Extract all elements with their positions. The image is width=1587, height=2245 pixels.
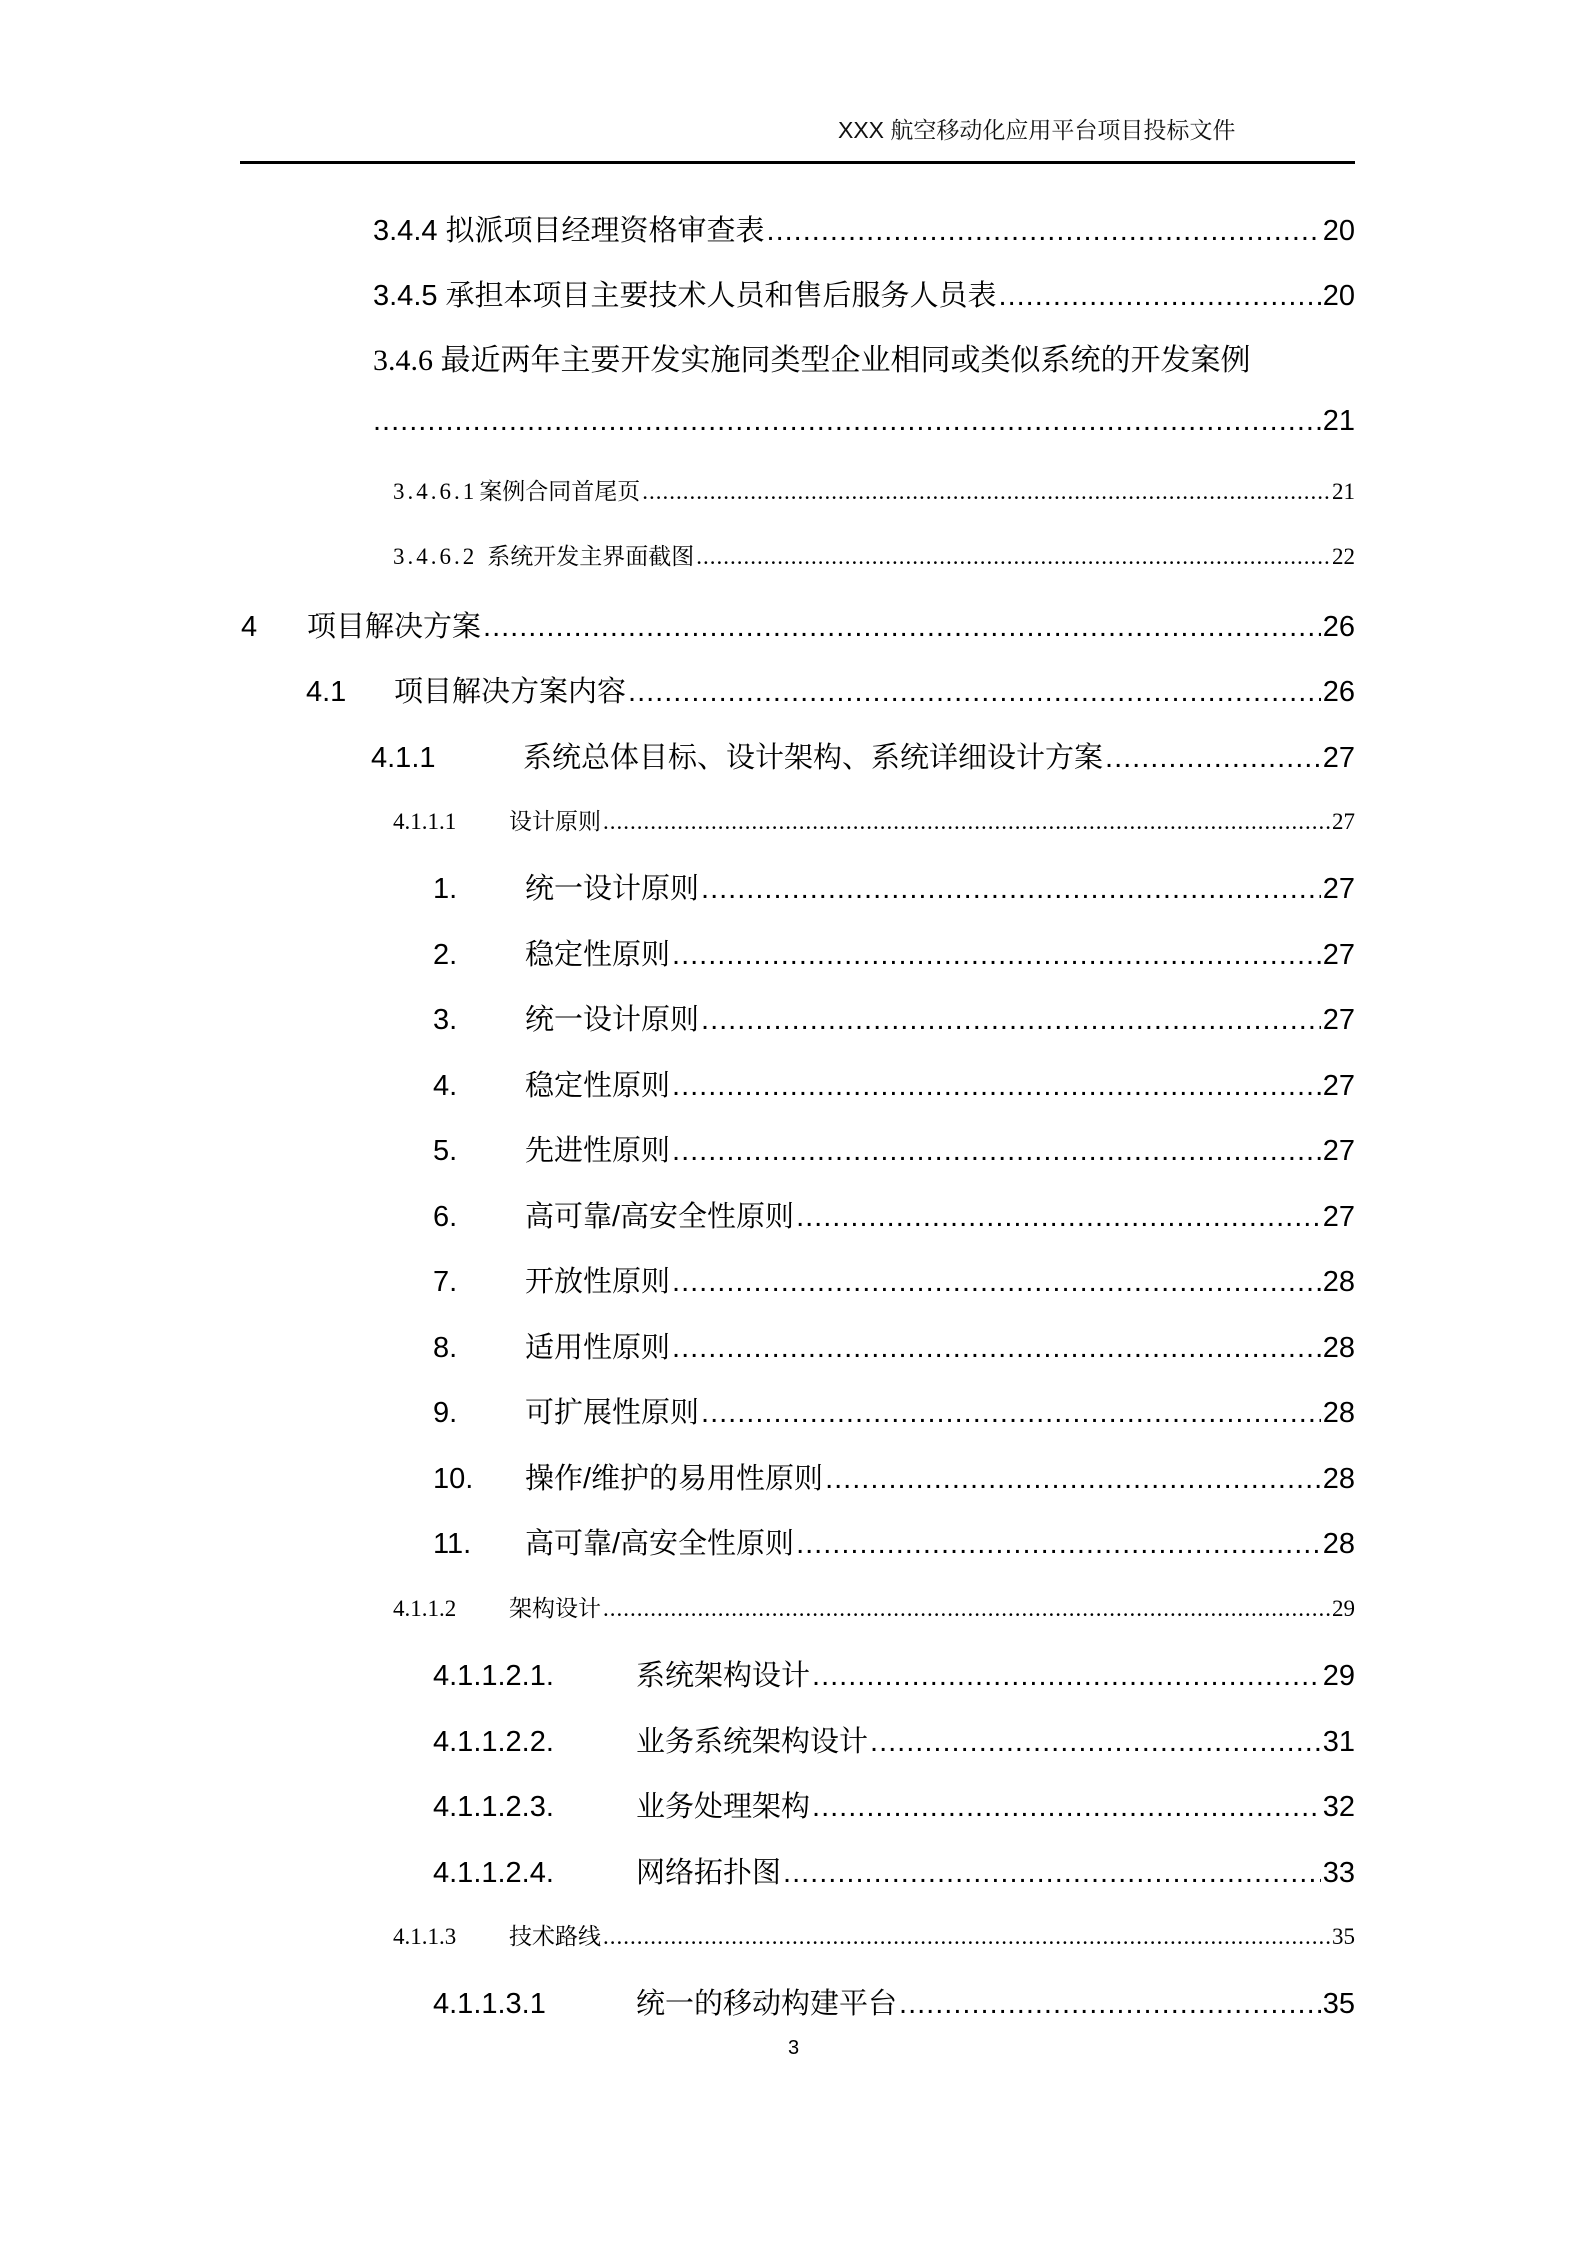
toc-entry-title: 稳定性原则 — [525, 1070, 671, 1102]
toc-entry-number: 4.1.1.2.1. — [433, 1660, 554, 1692]
toc-entry-page: 28 — [1322, 1528, 1355, 1560]
toc-entry[interactable] — [433, 1521, 1355, 1562]
toc-entry-page: 27 — [1322, 939, 1355, 971]
toc-entry[interactable] — [373, 273, 1355, 314]
toc-entry-number: 4.1.1.2.4. — [433, 1857, 554, 1889]
toc-entry-page: 27 — [1322, 873, 1355, 905]
toc-entry-title: 承担本项目主要技术人员和售后服务人员表 — [445, 280, 997, 312]
toc-entry-page: 28 — [1322, 1332, 1355, 1364]
toc-entry[interactable] — [433, 1128, 1355, 1169]
toc-entry-page: 27 — [1322, 1201, 1355, 1233]
toc-entry[interactable] — [433, 1390, 1355, 1431]
toc-entry-number: 4. — [433, 1070, 458, 1102]
toc-entry-page: 33 — [1322, 1857, 1355, 1889]
toc-entry-page: 21 — [1322, 405, 1355, 437]
toc-entry[interactable] — [433, 1063, 1355, 1104]
toc-entry-number: 3. — [433, 1004, 458, 1036]
toc-entry-title: 系统开发主界面截图 — [487, 544, 695, 569]
toc-entry-title: 高可靠/高安全性原则 — [525, 1528, 795, 1560]
toc-leader-dots — [672, 1070, 1321, 1103]
toc-entry-title: 可扩展性原则 — [525, 1397, 700, 1429]
toc-entry-title: 系统总体目标、设计架构、系统详细设计方案 — [523, 742, 1104, 774]
toc-entry[interactable] — [433, 866, 1355, 907]
toc-entry-title: 技术路线 — [509, 1924, 601, 1949]
toc-entry-page: 35 — [1322, 1988, 1355, 2020]
toc-leader-dots — [628, 676, 1321, 709]
toc-entry-number: 4.1.1.2 — [393, 1596, 457, 1621]
toc-entry[interactable] — [306, 669, 1355, 710]
toc-entry-page: 27 — [1322, 1004, 1355, 1036]
toc-entry[interactable] — [393, 1918, 1355, 1951]
page-number: 3 — [788, 2037, 800, 2059]
toc-entry-page: 27 — [1322, 742, 1355, 774]
toc-entry[interactable] — [433, 1259, 1355, 1300]
toc-entry-number: 9. — [433, 1397, 458, 1429]
toc-leader-dots — [672, 1266, 1321, 1299]
toc-entry-number: 4.1.1.2.2. — [433, 1726, 554, 1758]
toc-entry[interactable] — [393, 803, 1355, 836]
toc-leader-dots — [701, 873, 1321, 906]
toc-leader-dots — [796, 1528, 1321, 1561]
toc-leader-dots — [796, 1201, 1321, 1234]
toc-entry[interactable] — [393, 538, 1355, 571]
toc-leader-dots — [783, 1857, 1321, 1890]
toc-leader-dots — [999, 280, 1321, 313]
toc-leader-dots — [899, 1988, 1321, 2021]
toc-entry-number: 1. — [433, 873, 458, 905]
toc-entry-number: 3.4.6.2 — [393, 544, 478, 569]
toc-entry-number: 10. — [433, 1463, 474, 1495]
toc-entry-number: 4 — [241, 611, 258, 643]
toc-entry[interactable] — [433, 1456, 1355, 1497]
toc-entry-title: 稳定性原则 — [525, 939, 671, 971]
toc-leader-dots — [812, 1660, 1321, 1693]
toc-entry-title: 高可靠/高安全性原则 — [525, 1201, 795, 1233]
toc-leader-dots — [672, 1135, 1321, 1168]
toc-entry-page: 20 — [1322, 280, 1355, 312]
toc-entry-number: 3.4.6.1 — [393, 479, 478, 504]
toc-entry-continuation[interactable] — [373, 405, 1355, 438]
toc-entry-title: 最近两年主要开发实施同类型企业相同或类似系统的开发案例 — [440, 344, 1251, 377]
toc-entry[interactable] — [433, 1981, 1355, 2022]
toc-entry-title: 项目解决方案内容 — [394, 676, 627, 708]
toc-entry-number: 11. — [433, 1528, 472, 1560]
toc-entry-number: 8. — [433, 1332, 458, 1364]
toc-entry-title: 统一设计原则 — [525, 873, 700, 905]
toc-leader-dots — [603, 1924, 1330, 1950]
toc-entry-number: 2. — [433, 939, 458, 971]
toc-entry-title: 系统架构设计 — [636, 1660, 811, 1692]
toc-leader-dots — [373, 405, 1321, 438]
toc-entry[interactable] — [393, 1590, 1355, 1623]
toc-entry[interactable] — [371, 735, 1355, 776]
toc-entry[interactable] — [433, 1784, 1355, 1825]
toc-leader-dots — [701, 1004, 1321, 1037]
toc-leader-dots — [1105, 742, 1321, 775]
toc-entry[interactable] — [433, 1194, 1355, 1235]
toc-leader-dots — [672, 1332, 1321, 1365]
toc-entry[interactable] — [393, 473, 1355, 506]
toc-leader-dots — [825, 1463, 1321, 1496]
toc-entry-title: 适用性原则 — [525, 1332, 671, 1364]
toc-entry-page: 29 — [1322, 1660, 1355, 1692]
toc-entry-page: 28 — [1322, 1397, 1355, 1429]
toc-entry-number: 4.1 — [306, 676, 347, 708]
toc-entry-title: 操作/维护的易用性原则 — [525, 1463, 824, 1495]
toc-entry-page: 28 — [1322, 1463, 1355, 1495]
toc-leader-dots — [483, 611, 1321, 644]
toc-entry-wrapped[interactable] — [373, 335, 1355, 379]
toc-entry[interactable] — [433, 932, 1355, 973]
toc-entry-page: 21 — [1332, 479, 1355, 504]
toc-leader-dots — [672, 939, 1321, 972]
toc-entry[interactable] — [433, 1719, 1355, 1760]
toc-entry-title: 开放性原则 — [525, 1266, 671, 1298]
toc-entry-number: 7. — [433, 1266, 458, 1298]
document-header-title: XXX 航空移动化应用平台项目投标文件 — [838, 117, 1236, 143]
toc-leader-dots — [701, 1397, 1321, 1430]
toc-leader-dots — [642, 479, 1330, 505]
toc-entry-title: 先进性原则 — [525, 1135, 671, 1167]
toc-entry-number: 4.1.1.3.1 — [433, 1988, 546, 2020]
toc-entry-page: 20 — [1322, 215, 1355, 247]
toc-entry-number: 4.1.1.1 — [393, 809, 457, 834]
toc-entry[interactable] — [433, 1653, 1355, 1694]
toc-entry-page: 27 — [1332, 809, 1355, 834]
toc-entry-title: 业务系统架构设计 — [636, 1726, 869, 1758]
toc-entry-page: 26 — [1322, 611, 1355, 643]
toc-entry-number: 4.1.1 — [371, 742, 436, 774]
toc-entry-page: 35 — [1332, 1924, 1355, 1949]
toc-entry-page: 22 — [1332, 544, 1355, 569]
toc-entry-title: 统一设计原则 — [525, 1004, 700, 1036]
toc-entry[interactable] — [241, 604, 1355, 645]
toc-entry-title: 统一的移动构建平台 — [636, 1988, 898, 2020]
toc-leader-dots — [696, 544, 1330, 570]
toc-leader-dots — [603, 1596, 1330, 1622]
toc-entry-page: 29 — [1332, 1596, 1355, 1621]
toc-entry-number: 5. — [433, 1135, 458, 1167]
toc-entry-title: 拟派项目经理资格审查表 — [445, 215, 765, 247]
toc-entry-number: 3.4.6 — [373, 344, 433, 377]
header-divider — [240, 161, 1355, 164]
toc-entry[interactable] — [433, 997, 1355, 1038]
toc-entry-page: 27 — [1322, 1070, 1355, 1102]
toc-entry-title: 业务处理架构 — [636, 1791, 811, 1823]
toc-entry-number: 6. — [433, 1201, 458, 1233]
toc-entry-page: 32 — [1322, 1791, 1355, 1823]
toc-entry-title: 设计原则 — [509, 809, 601, 834]
toc-entry-number: 3.4.5 — [373, 280, 438, 312]
toc-entry-page: 26 — [1322, 676, 1355, 708]
toc-leader-dots — [603, 809, 1330, 835]
toc-entry-number: 4.1.1.3 — [393, 1924, 457, 1949]
toc-leader-dots — [812, 1791, 1321, 1824]
toc-entry-number: 3.4.4 — [373, 215, 438, 247]
toc-entry-title: 案例合同首尾页 — [479, 479, 641, 504]
toc-entry-number: 4.1.1.2.3. — [433, 1791, 554, 1823]
toc-entry-title: 项目解决方案 — [307, 611, 482, 643]
toc-entry-page: 28 — [1322, 1266, 1355, 1298]
toc-entry-title: 架构设计 — [509, 1596, 601, 1621]
toc-entry-title: 网络拓扑图 — [636, 1857, 782, 1889]
toc-leader-dots — [767, 215, 1321, 248]
toc-entry[interactable] — [373, 208, 1355, 249]
toc-entry[interactable] — [433, 1850, 1355, 1891]
toc-entry-page: 27 — [1322, 1135, 1355, 1167]
toc-entry[interactable] — [433, 1325, 1355, 1366]
toc-leader-dots — [870, 1726, 1321, 1759]
toc-entry-page: 31 — [1322, 1726, 1355, 1758]
